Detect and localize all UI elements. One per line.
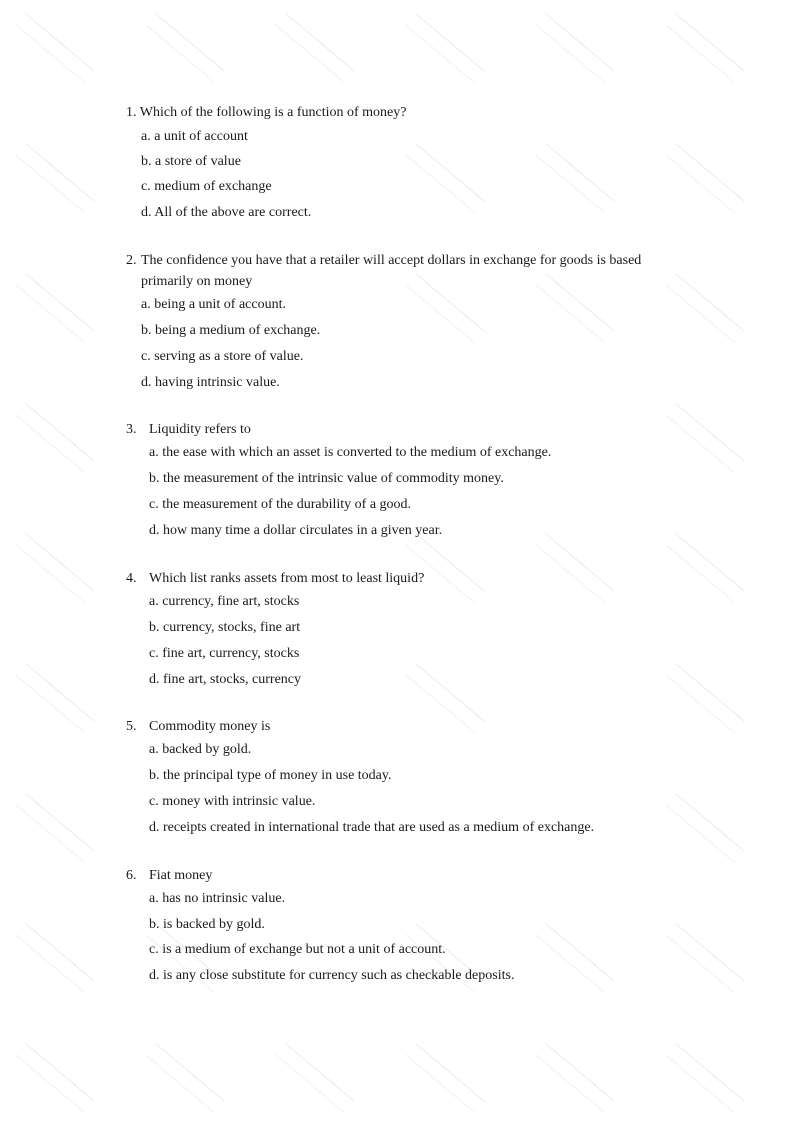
question-number: 1.: [126, 105, 137, 120]
option-b: b. the measurement of the intrinsic value of commodity money.: [149, 471, 504, 486]
question-text: Fiat money: [149, 868, 213, 883]
option-c: c. the measurement of the durability of a good.: [149, 497, 412, 512]
option-c: c. medium of exchange: [141, 179, 272, 194]
option-d: d. fine art, stocks, currency: [149, 672, 301, 687]
option-d: d. is any close substitute for currency such as checkable deposits.: [149, 968, 515, 983]
option-b: b. being a medium of exchange.: [141, 323, 321, 338]
question-text: Which of the following is a function of money?: [139, 105, 407, 120]
option-b: b. is backed by gold.: [149, 917, 265, 932]
question-text: The confidence you have that a retailer will accept dollars in exchange for goods is based primarily on money: [141, 253, 642, 289]
option-c: c. money with intrinsic value.: [149, 794, 316, 809]
option-b: b. currency, stocks, fine art: [149, 620, 301, 635]
option-d: d. having intrinsic value.: [141, 375, 280, 390]
question-text: Commodity money is: [149, 719, 271, 734]
option-c: c. serving as a store of value.: [141, 349, 304, 364]
option-d: d. how many time a dollar circulates in a given year.: [149, 523, 443, 538]
option-a: a. currency, fine art, stocks: [149, 594, 300, 609]
question-stem: [126, 102, 406, 123]
option-c: c. is a medium of exchange but not a unit of account.: [149, 942, 446, 957]
option-c: c. fine art, currency, stocks: [149, 646, 300, 661]
option-a: a. being a unit of account.: [141, 297, 287, 312]
question-number: 6.: [126, 868, 137, 883]
option-d: d. All of the above are correct.: [141, 205, 312, 220]
option-b: b. a store of value: [141, 154, 241, 169]
option-a: a. a unit of account: [141, 129, 248, 144]
question-number: 3.: [126, 422, 137, 437]
question-number: 4.: [126, 571, 137, 586]
option-b: b. the principal type of money in use today.: [149, 768, 392, 783]
question-number: 5.: [126, 719, 137, 734]
question-text: Liquidity refers to: [149, 422, 251, 437]
question-text: Which list ranks assets from most to least liquid?: [149, 571, 425, 586]
option-a: a. backed by gold.: [149, 742, 252, 757]
option-a: a. has no intrinsic value.: [149, 891, 286, 906]
option-a: a. the ease with which an asset is converted to the medium of exchange.: [149, 445, 552, 460]
option-d: d. receipts created in international trade that are used as a medium of exchange.: [149, 820, 595, 835]
question-number: 2.: [126, 253, 137, 268]
